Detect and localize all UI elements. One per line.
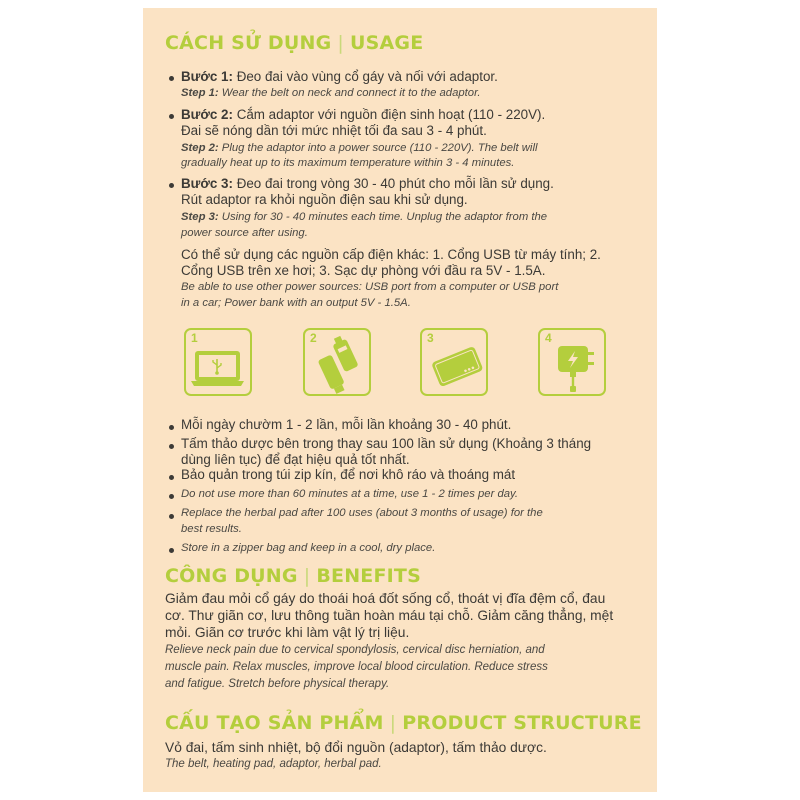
benefits-vi-2: cơ. Thư giãn cơ, lưu thông tuần hoàn máu tại chỗ. Giảm căng thẳng, mệt	[165, 608, 614, 623]
benefits-en-3: and fatigue. Stretch before physical therapy.	[165, 678, 390, 690]
step-3-en: Step 3: Using for 30 - 40 minutes each time. Unplug the adaptor from the	[181, 211, 548, 223]
note-vi-2-line2: dùng liên tục) để đạt hiệu quả tốt nhất.	[181, 452, 410, 467]
note-vi-2: Tấm thảo dược bên trong thay sau 100 lần sử dụng (Khoảng 3 tháng	[181, 436, 592, 451]
structure-title-en: PRODUCT STRUCTURE	[402, 712, 642, 734]
usage-title-en: USAGE	[350, 32, 424, 54]
power-sources-vi-2: Cổng USB trên xe hơi; 3. Sạc dự phòng với đầu ra 5V - 1.5A.	[181, 263, 546, 278]
step-2-en-line2: gradually heat up to its maximum temperature within 3 - 4 minutes.	[181, 157, 515, 169]
bullet-dot	[169, 76, 174, 81]
step-1-vi: Bước 1: Đeo đai vào vùng cổ gáy và nối với adaptor.	[181, 69, 498, 84]
power-sources-en-1: Be able to use other power sources: USB port from a computer or USB port	[181, 281, 559, 293]
structure-en: The belt, heating pad, adaptor, herbal pad.	[165, 758, 382, 770]
structure-vi: Vỏ đai, tấm sinh nhiệt, bộ đổi nguồn (adaptor), tấm thảo dược.	[165, 740, 547, 755]
benefits-vi-1: Giảm đau mỏi cổ gáy do thoái hoá đốt sống cổ, thoát vị đĩa đệm cổ, đau	[165, 591, 606, 606]
step-2-vi-line2: Đai sẽ nóng dần tới mức nhiệt tối đa sau 3 - 4 phút.	[181, 123, 487, 138]
structure-title-vi: CẤU TẠO SẢN PHẨM	[165, 712, 384, 734]
step-3-en-line2: power source after using.	[181, 227, 308, 239]
benefits-vi-3: mỏi. Giãn cơ trước khi làm vật lý trị liệu.	[165, 625, 410, 640]
power-bank-icon: 3	[420, 328, 488, 396]
bullet-dot	[169, 425, 174, 430]
step-2-vi: Bước 2: Cắm adaptor với nguồn điện sinh hoạt (110 - 220V).	[181, 107, 546, 122]
bullet-dot	[169, 114, 174, 119]
power-sources-en-2: in a car; Power bank with an output 5V - 1.5A.	[181, 297, 411, 309]
benefits-title-vi: CÔNG DỤNG	[165, 565, 298, 587]
step-1-en: Step 1: Wear the belt on neck and connect it to the adaptor.	[181, 87, 481, 99]
note-en-2: Replace the herbal pad after 100 uses (about 3 months of usage) for the	[181, 507, 543, 519]
step-2-en: Step 2: Plug the adaptor into a power source (110 - 220V). The belt will	[181, 142, 538, 154]
benefits-en-1: Relieve neck pain due to cervical spondylosis, cervical disc herniation, and	[165, 644, 545, 656]
power-sources-vi-1: Có thể sử dụng các nguồn cấp điện khác: 1. Cổng USB từ máy tính; 2.	[181, 247, 601, 262]
note-en-3: Store in a zipper bag and keep in a cool, dry place.	[181, 542, 436, 554]
instruction-card	[143, 8, 657, 792]
bullet-dot	[169, 183, 174, 188]
benefits-heading: CÔNG DỤNG | BENEFITS	[165, 565, 421, 587]
bullet-dot	[169, 475, 174, 480]
wall-adaptor-icon: 4	[538, 328, 606, 396]
laptop-usb-icon: 1	[184, 328, 252, 396]
bullet-dot	[169, 514, 174, 519]
step-3-vi: Bước 3: Đeo đai trong vòng 30 - 40 phút cho mỗi lần sử dụng.	[181, 176, 554, 191]
note-vi-1: Mỗi ngày chườm 1 - 2 lần, mỗi lần khoảng 30 - 40 phút.	[181, 417, 512, 432]
bullet-dot	[169, 494, 174, 499]
structure-heading: CẤU TẠO SẢN PHẨM | PRODUCT STRUCTURE	[165, 712, 642, 734]
usage-title-vi: CÁCH SỬ DỤNG	[165, 32, 332, 54]
bullet-dot	[169, 548, 174, 553]
benefits-title-en: BENEFITS	[316, 565, 421, 587]
note-vi-3: Bảo quản trong túi zip kín, để nơi khô ráo và thoáng mát	[181, 467, 516, 482]
note-en-1: Do not use more than 60 minutes at a time, use 1 - 2 times per day.	[181, 488, 518, 500]
bullet-dot	[169, 444, 174, 449]
car-charger-icon: 2	[303, 328, 371, 396]
step-3-vi-line2: Rút adaptor ra khỏi nguồn điện sau khi sử dụng.	[181, 192, 468, 207]
note-en-2-line2: best results.	[181, 523, 242, 535]
benefits-en-2: muscle pain. Relax muscles, improve local blood circulation. Reduce stress	[165, 661, 548, 673]
usage-heading: CÁCH SỬ DỤNG | USAGE	[165, 32, 424, 54]
